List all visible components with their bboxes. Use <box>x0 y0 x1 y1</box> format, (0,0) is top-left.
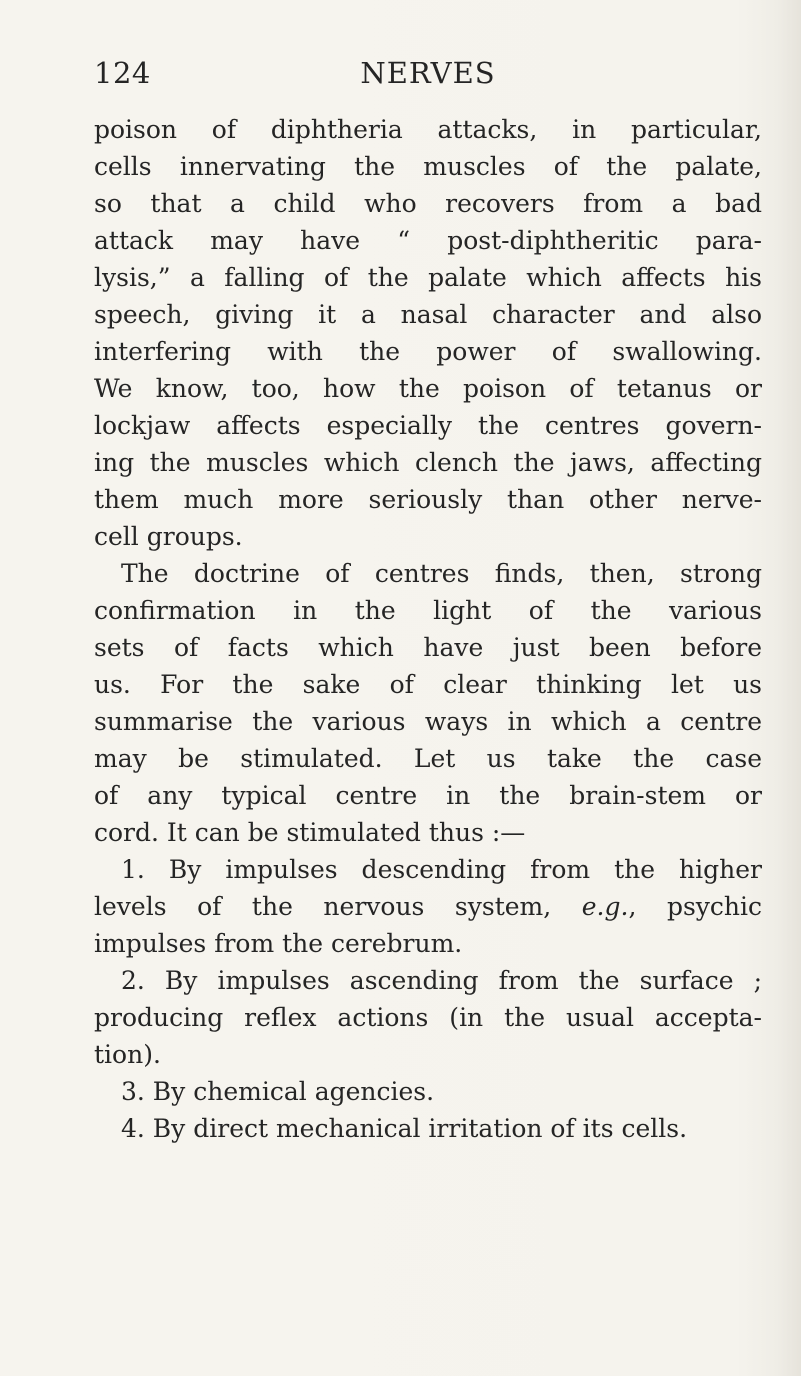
list-item-3: 3. By chemical agencies. <box>121 1077 435 1106</box>
list-item-2: 2. By impulses ascending from the surface ; <box>121 966 762 995</box>
text-line: us. For the sake of clear thinking let us <box>94 670 762 699</box>
text-line: The doctrine of centres finds, then, strong <box>121 559 762 588</box>
text-line: of any typical centre in the brain-stem or <box>94 781 762 810</box>
text-line: lysis,” a falling of the palate which affects his <box>94 263 762 292</box>
text-line: poison of diphtheria attacks, in particular, <box>94 115 762 144</box>
body-text <box>94 111 762 1147</box>
text-line: cord. It can be stimulated thus :— <box>94 818 526 847</box>
italic-abbreviation: e.g. <box>581 892 629 921</box>
text-line: speech, giving it a nasal character and also <box>94 300 762 329</box>
text-line: sets of facts which have just been before <box>94 633 762 662</box>
text-line: producing reflex actions (in the usual accepta- <box>94 1003 762 1032</box>
text-line: attack may have “ post-diphtheritic para- <box>94 226 762 255</box>
page-number: 124 <box>94 56 151 90</box>
text-line: impulses from the cerebrum. <box>94 929 463 958</box>
page-header <box>94 56 762 96</box>
text-line: confirmation in the light of the various <box>94 596 762 625</box>
text-line: may be stimulated. Let us take the case <box>94 744 762 773</box>
text-line: interfering with the power of swallowing. <box>94 337 762 366</box>
text-line: tion). <box>94 1040 161 1069</box>
list-item-4: 4. By direct mechanical irritation of its cells. <box>121 1114 688 1143</box>
text-line: We know, too, how the poison of tetanus or <box>94 374 762 403</box>
text-line: lockjaw affects especially the centres govern- <box>94 411 762 440</box>
text-line: them much more seriously than other nerve- <box>94 485 762 514</box>
text-line: so that a child who recovers from a bad <box>94 189 762 218</box>
text-segment: , psychic <box>628 892 763 921</box>
text-line: cells innervating the muscles of the palate, <box>94 152 762 181</box>
running-head: NERVES <box>360 56 496 90</box>
list-item-1: 1. By impulses descending from the higher <box>121 855 762 884</box>
text-line: ing the muscles which clench the jaws, affecting <box>94 448 762 477</box>
text-segment: levels of the nervous system, <box>94 892 582 921</box>
text-line: cell groups. <box>94 522 243 551</box>
text-line <box>94 888 762 925</box>
text-line: summarise the various ways in which a centre <box>94 707 762 736</box>
